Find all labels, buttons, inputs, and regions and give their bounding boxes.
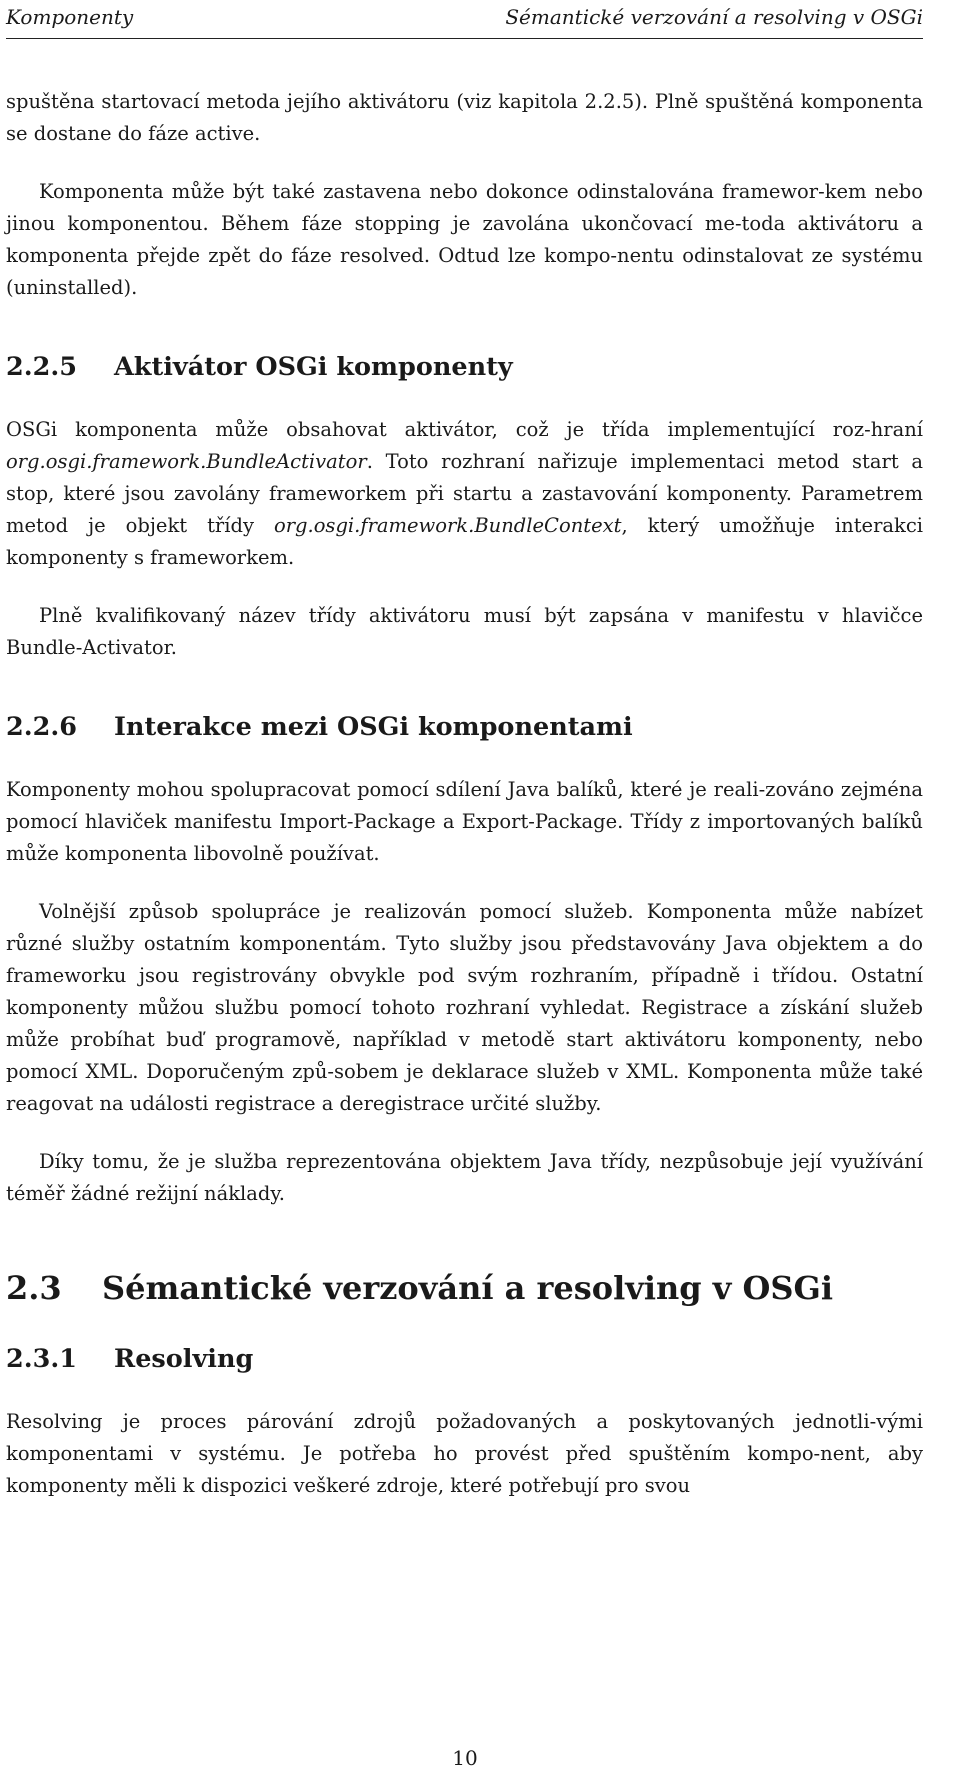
running-header: [6, 2, 923, 36]
code-reference: org.osgi.framework.BundleContext: [273, 514, 622, 537]
paragraph-services: Volnější způsob spolupráce je realizován pomocí služeb. Komponenta může nabízet různé služby ostatním komponentám. Tyto služby jsou představovány Java objektem a do frameworku jsou registrovány obvykle pod svým rozhraním, případně i třídou. Ostatní komponenty můžou službu pomocí tohoto rozhraní vyhledat. Registrace a získání služeb může probíhat buď programově, například v metodě start aktivátoru komponenty, nebo pomocí XML. Doporučeným způ-sobem je deklarace služeb v XML. Komponenta může také reagovat na události registrace a deregistrace určité služby.: [6, 900, 923, 1115]
section-number: 2.2.6: [6, 712, 77, 742]
paragraph-activator: [6, 414, 923, 574]
section-heading-2-3: [6, 1268, 923, 1308]
section-heading-2-2-6: [6, 710, 923, 744]
paragraph-stopping: Komponenta může být také zastavena nebo dokonce odinstalována framewor-kem nebo jinou komponentou. Během fáze stopping je zavolána ukončovací me-toda aktivátoru a komponenta přejde zpět do fáze resolved. Odtud lze kompo-nentu odinstalovat ze systému (uninstalled).: [6, 180, 923, 299]
paragraph-overhead: Díky tomu, že je služba reprezentována objektem Java třídy, nezpůsobuje její využívání téměř žádné režijní náklady.: [6, 1150, 923, 1205]
section-number: 2.3.1: [6, 1344, 77, 1374]
paragraph-resolving: Resolving je proces párování zdrojů požadovaných a poskytovaných jednotli-vými komponentami v systému. Je potřeba ho provést před spuštěním kompo-nent, aby komponenty měli k dispozici veškeré zdroje, které potřebují pro svou: [6, 1410, 923, 1497]
section-title: Aktivátor OSGi komponenty: [114, 352, 513, 382]
header-chapter-title: Komponenty: [6, 5, 134, 29]
paragraph-manifest: Plně kvalifikovaný název třídy aktivátoru musí být zapsána v manifestu v hlavičce Bundle-Activator.: [6, 604, 923, 659]
section-title: Resolving: [114, 1344, 254, 1374]
section-heading-2-3-1: [6, 1342, 923, 1376]
header-section-title: Sémantické verzování a resolving v OSGi: [505, 5, 923, 29]
page-number: 10: [452, 1746, 478, 1770]
text-run: OSGi komponenta může obsahovat aktivátor, což je třída implementující roz-hraní: [6, 418, 923, 441]
section-title: Interakce mezi OSGi komponentami: [114, 712, 633, 742]
code-reference: org.osgi.framework.BundleActivator: [6, 450, 367, 473]
paragraph-packages: Komponenty mohou spolupracovat pomocí sdílení Java balíků, které je reali-zováno zejména pomocí hlaviček manifestu Import-Package a Export-Package. Třídy z importovaných balíků může komponenta libovolně používat.: [6, 778, 923, 865]
text-run: . Toto rozhraní nařizuje implementaci metod start a stop, které jsou zavolány frameworkem při startu a zastavování komponenty. Parametrem metod je objekt třídy: [6, 450, 923, 537]
section-heading-2-2-5: [6, 350, 923, 384]
paragraph-continuation: spuštěna startovací metoda jejího aktivátoru (viz kapitola 2.2.5). Plně spuštěná komponenta se dostane do fáze active.: [6, 90, 923, 145]
section-number: 2.3: [6, 1269, 62, 1307]
section-title: Sémantické verzování a resolving v OSGi: [102, 1269, 833, 1307]
text-run: , který umožňuje interakci komponenty s frameworkem.: [6, 514, 923, 569]
page-body: [6, 86, 923, 1502]
header-rule: [6, 38, 923, 39]
section-number: 2.2.5: [6, 352, 77, 382]
